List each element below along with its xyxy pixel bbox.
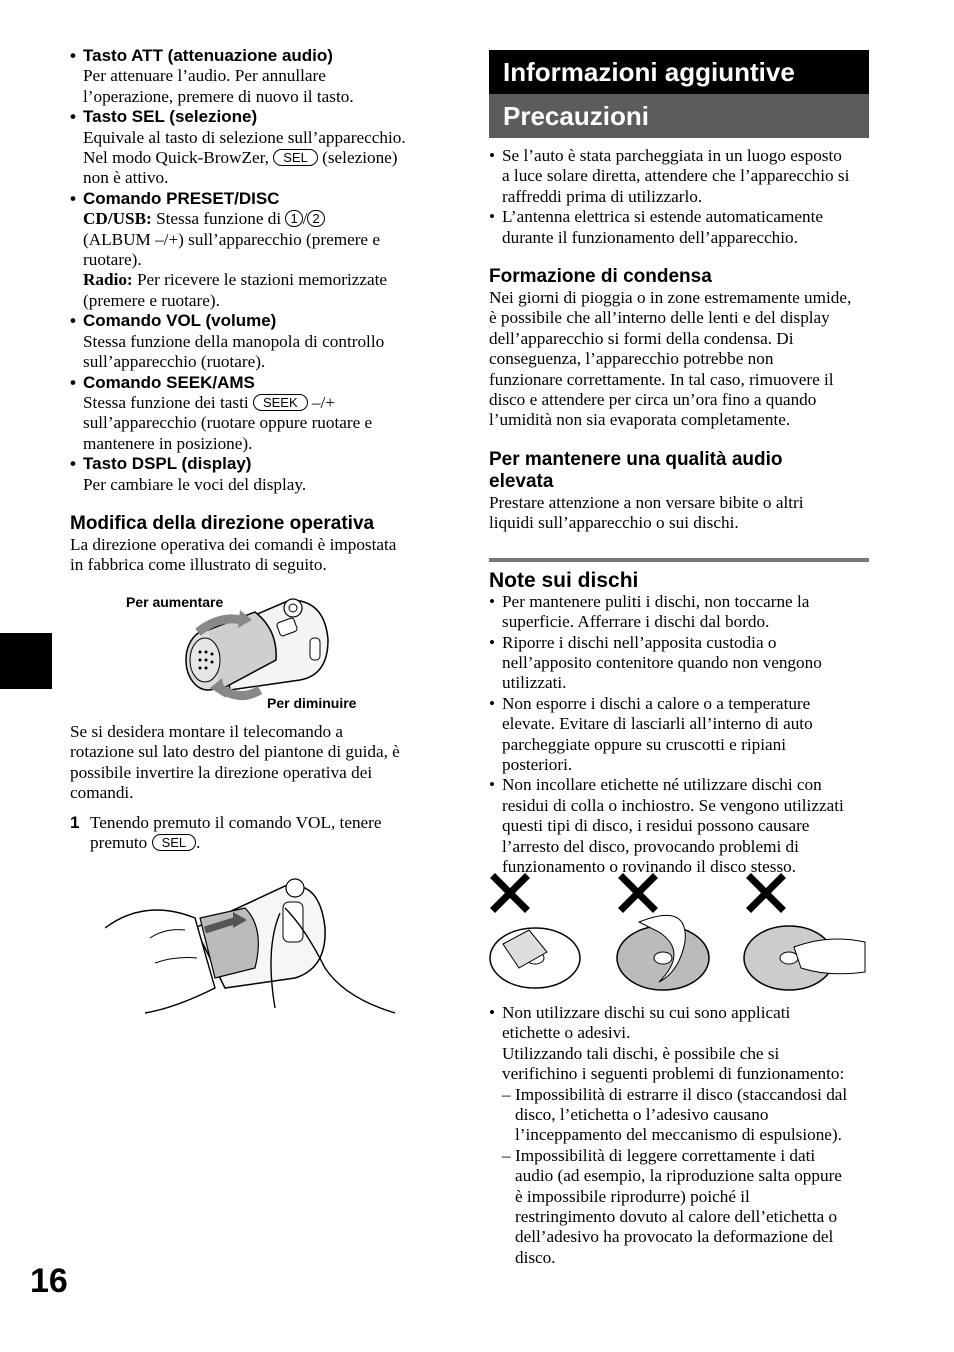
section-heading: Modifica della direzione operativa [70, 512, 375, 534]
list-item: • Non incollare etichette né utilizzare dischi con residui di colla o inchiostro. Se vengono utilizzati questi tipi di disco, i residui possono causare l’arresto del disco, provocando problemi di funzionamento o rovinando il disco stesso. [489, 775, 844, 876]
right-column: Informazioni aggiuntive Precauzioni • Se l’auto è stata parcheggiata in un luogo esposto a luce solare diretta, attendere che l’apparecchio si raffreddi prima di utilizzarlo. • L’antenna elettrica si estende automaticamente durante il funzionamento dell’apparecchio. Formazione di condensa Nei giorni di pioggia o in zone estremamente umide, è possibile che all’interno delle lenti e del display dell’apparecchio si formi della condensa. Di conseguenza, l’apparecchio potrebbe non funzionare correttamente. In tal caso, rimuovere il disco e attendere per circa un’ora fino a quando l’umidità non sia evaporata completamente. Per mantenere una qualità audio elevata Prestare attenzione a non versare bibite o altri liquidi sull’apparecchio o sui dischi. Note sui dischi • Per mantenere puliti i dischi, non toccarne la superficie. Afferrare i dischi dal bordo. • Riporre i dischi nell’apposita custodia o nell’apposito contenitore quando non vengono utilizzati. • Non esporre i dischi a calore o a temperature elevate. Evitare di lasciarli all’interno di auto parcheggiate oppure su cruscotti e ripiani posteriori. • Non incollare etichette né utilizzare dischi con residui di colla o inchiostro. Se vengono utilizzati questi tipi di disco, i residui possono causare l’arresto del disco, provocando problemi di funzionamento o rovinando il disco stesso. [489, 50, 869, 877]
label-increase: Per aumentare [126, 594, 224, 610]
rotary-commander-illustration [180, 590, 340, 710]
subsection-banner: Precauzioni [489, 94, 869, 138]
list-item: • Per mantenere puliti i dischi, non toccarne la superficie. Afferrare i dischi dal bordo. [489, 591, 810, 632]
item-title: Tasto ATT (attenuazione audio) [83, 46, 333, 65]
item-title: Comando VOL (volume) [83, 311, 277, 331]
list-item: • Se l’auto è stata parcheggiata in un luogo esposto a luce solare diretta, attendere che l’apparecchio si raffreddi prima di utilizzarlo. [489, 146, 850, 206]
precautions-list [489, 146, 869, 248]
right-lower [489, 1003, 869, 1268]
item-title: Tasto SEL (selezione) [83, 107, 258, 127]
cross-icon [495, 878, 781, 908]
item-title: Comando SEEK/AMS [83, 372, 255, 392]
list-item: • L’antenna elettrica si estende automaticamente durante il funzionamento dell’apparecchio. [489, 207, 824, 247]
sub-item: – Impossibilità di leggere correttamente i dati audio (ad esempio, la riproduzione salta oppure è impossibile riprodurre) poiché il restringimento dovuto al calore dell’etichetta o dell’adesivo ha provocato la deformazione del disco. [502, 1145, 842, 1267]
disc-notes-list [489, 592, 869, 878]
disc-with-residue [744, 926, 865, 990]
hand-pressing-illustration [105, 868, 405, 1018]
item-title: Comando PRESET/DISC [83, 188, 280, 208]
list-item: • Non esporre i dischi a calore o a temperature elevate. Evitare di lasciarli all’interno di auto parcheggiate oppure su cruscotti e ripiani posteriori. [489, 693, 813, 774]
section-heading: Note sui dischi [489, 568, 639, 592]
divider [489, 558, 869, 562]
section-banner: Informazioni aggiuntive [489, 50, 869, 94]
key-1: 1 [285, 210, 302, 227]
sel-key: SEL [152, 834, 197, 851]
list-item: • Riporre i dischi nell’apposita custodia o nell’apposito contenitore quando non vengono utilizzati. [489, 632, 822, 693]
item-title: Tasto DSPL (display) [83, 454, 252, 474]
sub-item: – Impossibilità di estrarre il disco (staccandosi dal disco, l’etichetta o l’adesivo causano l’inceppamento del meccanismo di espulsione). [502, 1084, 848, 1145]
list-item: • Comando PRESET/DISC CD/USB: Stessa funzione di 1 / 2 (ALBUM –/+) sull’apparecchio (premere e ruotare). Radio: Per ricevere le stazioni memorizzate (premere e ruotare). [70, 189, 452, 311]
seek-key: SEEK [253, 394, 308, 411]
list-item: • Comando SEEK/AMS Stessa funzione dei tasti SEEK –/+ sull’apparecchio (ruotare oppure ruotare e mantenere in posizione). [70, 373, 452, 455]
disc-with-label [490, 928, 580, 988]
list-item: • Tasto ATT (attenuazione audio) Per attenuare l’audio. Per annullare l’operazione, premere di nuovo il tasto. [70, 46, 452, 107]
key-2: 2 [307, 210, 324, 227]
list-item: • Tasto SEL (selezione) Equivale al tasto di selezione sull’apparecchio. Nel modo Quick-BrowZer, SEL (selezione) non è attivo. [70, 107, 452, 189]
section-tab [0, 633, 52, 689]
left-lower: Se si desidera montare il telecomando a rotazione sul lato destro del piantone di guida, è possibile invertire la direzione operativa dei comandi. 1 Tenendo premuto il comando VOL, tenere premuto SEL . [70, 722, 452, 853]
list-item: • Non utilizzare dischi su cui sono applicati etichette o adesivi. Utilizzando tali dischi, è possibile che si verifichino i seguenti problemi di funzionamento: – Impossibilità di estrarre il disco (staccandosi dal disco, l’etichetta o l’adesivo causano l’inceppamento del meccanismo di espulsione). – Impossibilità di leggere correttamente i dati audio (ad esempio, la riproduzione salta oppure è impossibile riprodurre) poiché il restringimento dovuto al calore dell’etichetta o dell’adesivo ha provocato la deformazione del disco. [489, 1003, 869, 1268]
left-column: • Tasto ATT (attenuazione audio) Per attenuare l’audio. Per annullare l’operazione, premere di nuovo il tasto. • Tasto SEL (selezione) Equivale al tasto di selezione sull’apparecchio. Nel modo Quick-BrowZer, SEL (selezione) non è attivo. • Comando PRESET/DISC CD/USB: Stessa funzione di 1 / 2 (ALBUM –/+) sull’apparecchio (premere e ruotare). Radio: Per ricevere le stazioni memorizzate (premere e ruotare). • Comando VOL (volume) Stessa funzione della manopola di controllo sull’apparecchio (ruotare). • Comando SEEK/AMS Stessa funzione dei tasti SEEK –/+ sull’apparecchio (ruotare oppure ruotare e mantenere in posizione). • Tasto DSPL (display) Per cambiare le voci del display. Modifica della direzione operativa La direzione operativa dei comandi è impostata in fabbrica come illustrato di seguito. [70, 46, 452, 576]
list-item: • Comando VOL (volume) Stessa funzione della manopola di controllo sull’apparecchio (ruotare). [70, 311, 452, 372]
section-heading: Formazione di condensa [489, 266, 712, 288]
list-item: • Tasto DSPL (display) Per cambiare le voci del display. [70, 454, 452, 495]
bad-discs-illustration [489, 872, 869, 992]
label-decrease: Per diminuire [267, 695, 357, 711]
sel-key: SEL [273, 149, 318, 166]
section-heading: Per mantenere una qualità audio [489, 448, 783, 470]
disc-with-tape [617, 915, 709, 990]
step-1: 1 Tenendo premuto il comando VOL, tenere premuto SEL . [70, 812, 382, 853]
page-number: 16 [30, 1262, 68, 1300]
